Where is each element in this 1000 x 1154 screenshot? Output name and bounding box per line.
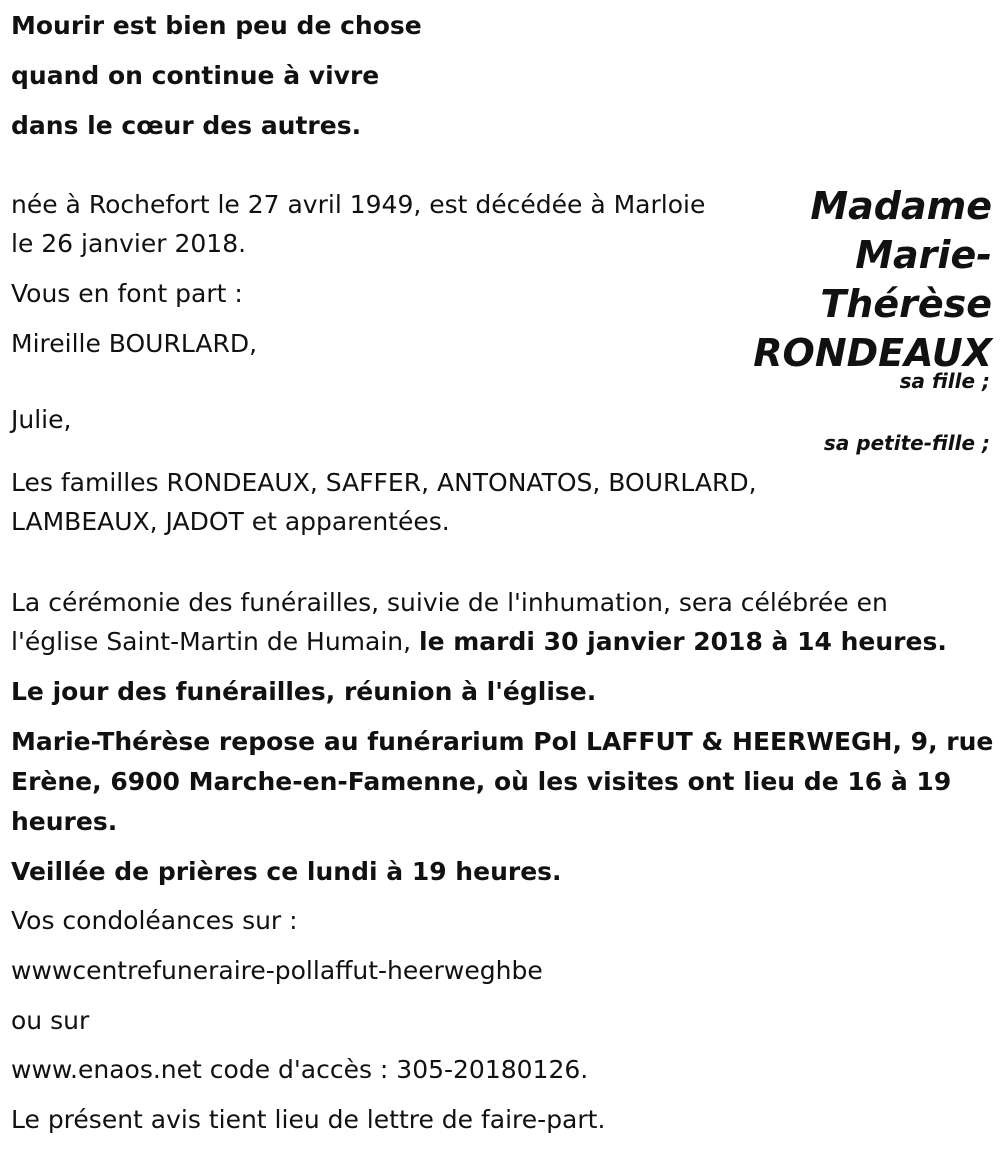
rest-line-3: heures.	[11, 807, 118, 836]
birth-death-line-1: née à Rochefort le 27 avril 1949, est décédée à Marloie	[11, 190, 706, 219]
ceremony-date-time: le mardi 30 janvier 2018 à 14 heures.	[419, 627, 947, 656]
quote-line-2: quand on continue à vivre	[11, 61, 380, 90]
deceased-first-name-part2: Thérèse	[820, 282, 992, 326]
deceased-name-block	[753, 182, 992, 378]
families-line-2: LAMBEAUX, JADOT et apparentées.	[11, 507, 450, 536]
gathering: Le jour des funérailles, réunion à l'église.	[11, 677, 597, 706]
deceased-last-name: RONDEAUX	[753, 331, 992, 375]
ceremony-line-1: La cérémonie des funérailles, suivie de l'inhumation, sera célébrée en	[11, 588, 888, 617]
rest-line-1: Marie-Thérèse repose au funérarium Pol LAFFUT & HEERWEGH, 9, rue	[11, 727, 994, 756]
condolences-intro: Vos condoléances sur :	[11, 906, 298, 935]
quote-line-3: dans le cœur des autres.	[11, 111, 362, 140]
announcement: Vous en font part :	[11, 279, 243, 308]
birth-death-line-2: le 26 janvier 2018.	[11, 229, 247, 258]
family-mireille: Mireille BOURLARD,	[11, 329, 258, 358]
ceremony-location: l'église Saint-Martin de Humain,	[11, 627, 420, 656]
family-julie-role: sa petite-fille ;	[823, 431, 990, 455]
deceased-first-name-part1: Marie-	[855, 233, 992, 277]
deceased-title: Madame	[810, 184, 992, 228]
quote-line-1: Mourir est bien peu de chose	[11, 11, 422, 40]
condolences-site-2[interactable]: www.enaos.net code d'accès : 305-20180126.	[11, 1055, 589, 1084]
ceremony-line-2	[11, 622, 947, 661]
families-line-1: Les familles RONDEAUX, SAFFER, ANTONATOS, BOURLARD,	[11, 468, 757, 497]
vigil: Veillée de prières ce lundi à 19 heures.	[11, 857, 562, 886]
family-mireille-role: sa fille ;	[899, 369, 990, 393]
family-julie: Julie,	[11, 405, 72, 434]
condolences-site-1[interactable]: wwwcentrefuneraire-pollaffut-heerweghbe	[11, 956, 543, 985]
rest-line-2: Erène, 6900 Marche-en-Famenne, où les visites ont lieu de 16 à 19	[11, 767, 952, 796]
closing-note: Le présent avis tient lieu de lettre de faire-part.	[11, 1105, 606, 1134]
condolences-or: ou sur	[11, 1006, 90, 1035]
